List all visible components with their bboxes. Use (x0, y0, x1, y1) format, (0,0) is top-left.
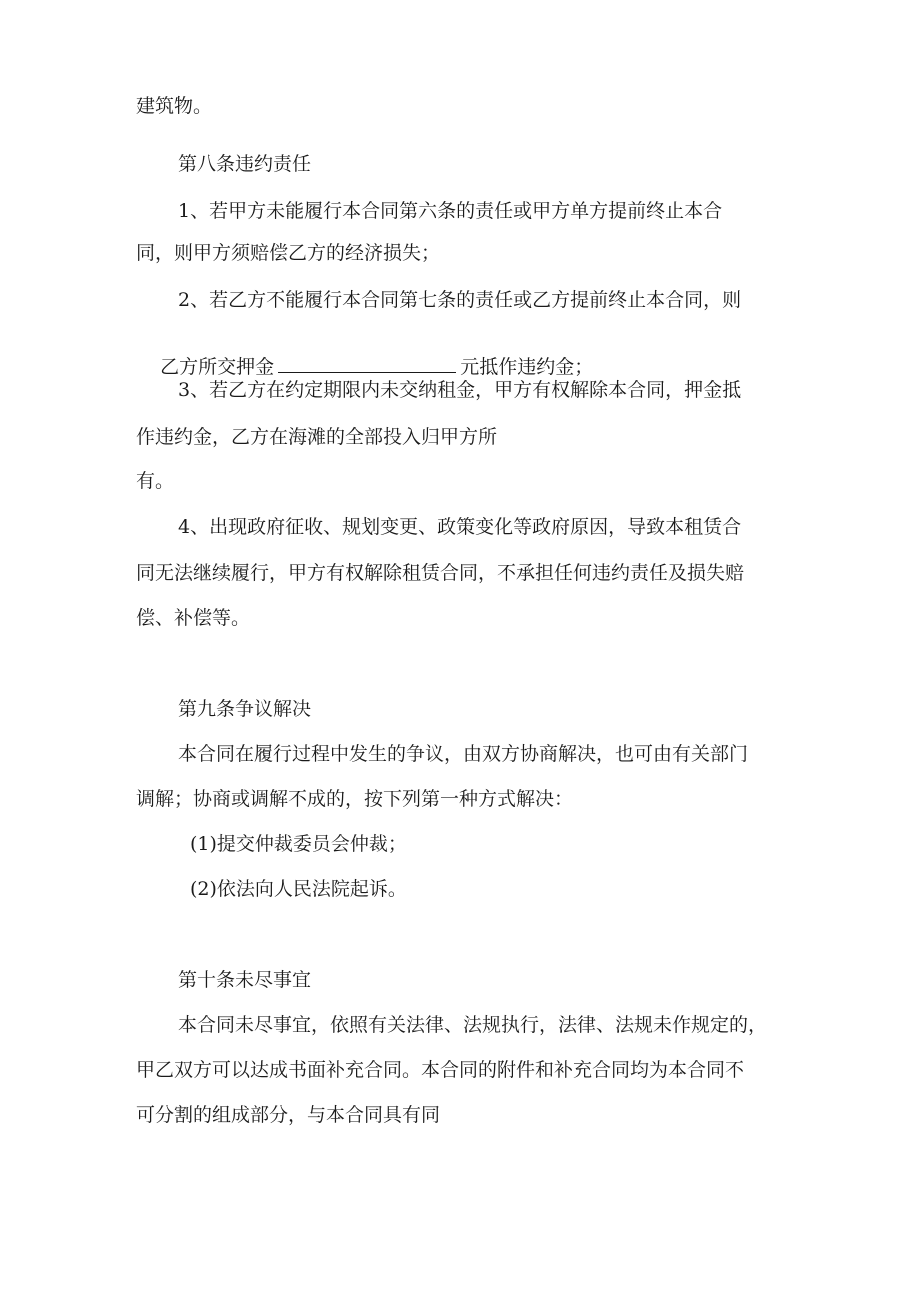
article-8-item-1-line-1: 1、若甲方未能履行本合同第六条的责任或甲方单方提前终止本合 (178, 200, 723, 222)
deposit-amount-blank (278, 354, 456, 373)
deposit-suffix: 元抵作违约金； (460, 356, 594, 378)
article-8-item-4-line-1: 4、出现政府征收、规划变更、政策变化等政府原因，导致本租赁合 (178, 516, 742, 538)
article-8-title: 第八条违约责任 (178, 153, 312, 175)
article-8-item-3-line-2: 作违约金，乙方在海滩的全部投入归甲方所 (136, 426, 498, 448)
article-8-item-3-line-3: 有。 (136, 470, 175, 492)
article-8-item-4-line-3: 偿、补偿等。 (136, 607, 251, 629)
article-8-item-4-line-2: 同无法继续履行，甲方有权解除租赁合同，不承担任何违约责任及损失赔 (136, 562, 745, 584)
article-9-para-line-1: 本合同在履行过程中发生的争议，由双方协商解决，也可由有关部门 (178, 743, 749, 765)
deposit-label: 乙方所交押金 (160, 356, 275, 378)
article-9-title: 第九条争议解决 (178, 698, 312, 720)
article-9-para-line-2: 调解；协商或调解不成的，按下列第一种方式解决： (136, 788, 574, 810)
article-10-para-line-3: 可分割的组成部分，与本合同具有同 (136, 1104, 441, 1126)
article-8-item-2-line-1: 2、若乙方不能履行本合同第七条的责任或乙方提前终止本合同，则 (178, 289, 742, 311)
article-10-para-line-2: 甲乙双方可以达成书面补充合同。本合同的附件和补充合同均为本合同不 (136, 1059, 745, 1081)
article-8-item-3-line-1: 3、若乙方在约定期限内未交纳租金，甲方有权解除本合同，押金抵 (178, 379, 742, 401)
article-10-para-line-1: 本合同未尽事宜，依照有关法律、法规执行，法律、法规未作规定的， (178, 1014, 768, 1036)
article-10-title: 第十条未尽事宜 (178, 969, 312, 991)
article-8-item-1-line-2: 同，则甲方须赔偿乙方的经济损失； (136, 242, 441, 264)
article-9-option-1: (1)提交仲裁委员会仲裁； (190, 833, 407, 855)
continuation-line: 建筑物。 (136, 95, 213, 117)
article-9-option-2: (2)依法向人民法院起诉。 (190, 878, 407, 900)
